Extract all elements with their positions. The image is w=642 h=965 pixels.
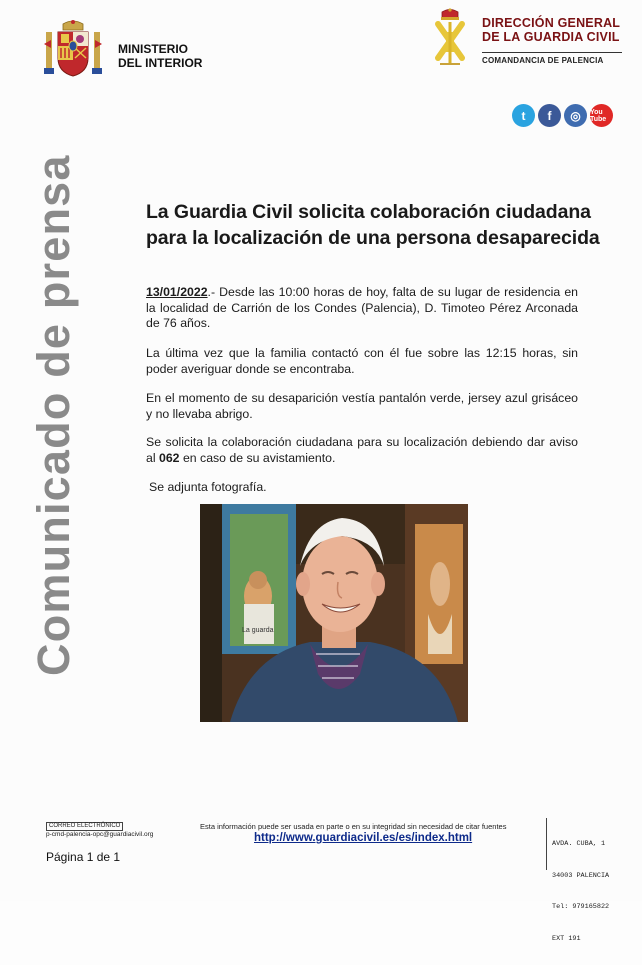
page-number: Página 1 de 1 — [46, 850, 121, 864]
paragraph-1-text: .- Desde las 10:00 horas de hoy, falta de su lugar de residencia en la localidad de Carrión de los Condes (Palencia), D. Timoteo Pérez Arconada de 76 años. — [146, 285, 578, 330]
address-line: Tel: 979165822 — [552, 903, 610, 911]
address-line: AVDA. CUBA, 1 — [552, 840, 606, 848]
ministry-name — [118, 42, 202, 70]
headline-line-2: para la localización de una persona desaparecida — [146, 227, 600, 249]
paragraph-4: Se solicita la colaboración ciudadana para su localización debiendo dar aviso al 062 en caso de su avistamiento. — [146, 435, 578, 465]
missing-person-photo — [200, 504, 468, 722]
guardia-civil-website-link[interactable]: http://www.guardiacivil.es/es/index.html — [254, 832, 473, 844]
postal-address — [552, 818, 609, 965]
painting-text: La guarda — [242, 627, 274, 634]
facebook-icon[interactable]: f — [538, 104, 561, 127]
comandancia-label: COMANDANCIA DE PALENCIA — [482, 56, 604, 65]
emergency-number: 062 — [159, 450, 180, 465]
gc-title-line-1: DIRECCIÓN GENERAL — [482, 16, 621, 30]
paragraph-3: En el momento de su desaparición vestía pantalón verde, jersey azul grisáceo y no llevaba abrigo. — [146, 391, 578, 421]
side-title: Comunicado de prensa — [28, 154, 79, 676]
paragraph-5: Se adjunta fotografía. — [149, 480, 267, 494]
address-divider — [546, 818, 547, 870]
paragraph-1 — [146, 285, 578, 332]
social-links — [512, 104, 613, 127]
ministry-line-2: DEL INTERIOR — [118, 56, 203, 70]
release-date: 13/01/2022 — [146, 285, 208, 299]
gc-title-line-2: DE LA GUARDIA CIVIL — [482, 30, 620, 44]
email-label: CORREO ELECTRÓNICO — [46, 822, 123, 831]
guardia-civil-emblem-icon — [430, 8, 470, 70]
guardia-civil-title — [482, 16, 620, 44]
spain-coat-of-arms-icon — [42, 18, 104, 80]
twitter-icon[interactable]: t — [512, 104, 535, 127]
header-rule — [482, 52, 622, 53]
address-line: 34003 PALENCIA — [552, 871, 610, 880]
usage-disclaimer: Esta información puede ser usada en parte o en su integridad sin necesidad de citar fuentes — [200, 822, 507, 831]
instagram-icon[interactable]: ◎ — [564, 104, 587, 127]
paragraph-2: La última vez que la familia contactó con él fue sobre las 12:15 horas, sin poder averiguar donde se encontraba. — [146, 346, 578, 376]
youtube-icon[interactable]: You Tube — [590, 104, 613, 127]
address-line: EXT 191 — [552, 934, 581, 943]
headline — [146, 199, 616, 251]
headline-line-1: La Guardia Civil solicita colaboración ciudadana — [146, 201, 591, 223]
contact-email[interactable]: p-cmd-palencia-opc@guardiacivil.org — [46, 831, 154, 838]
ministry-line-1: MINISTERIO — [118, 42, 189, 56]
